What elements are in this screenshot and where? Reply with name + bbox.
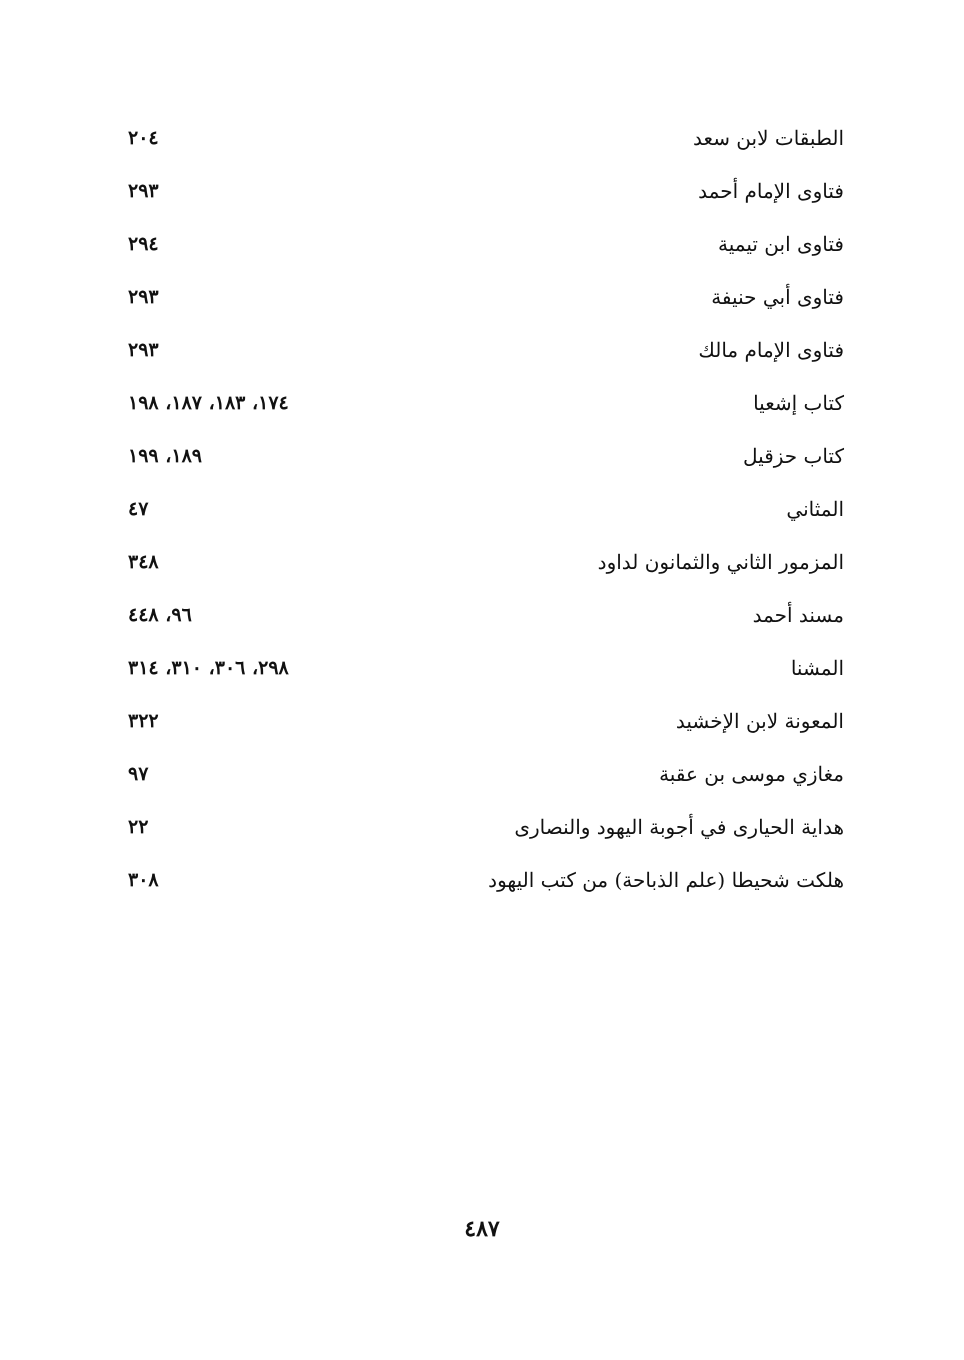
entry-title: المزمور الثاني والثمانون لداود — [597, 550, 844, 574]
entry-title: فتاوى الإمام أحمد — [698, 179, 844, 203]
entry-pages: ٣٠٨ — [128, 869, 159, 891]
entry-pages: ١٧٤، ١٨٣، ١٨٧، ١٩٨ — [128, 392, 289, 414]
entry-pages: ٢٩٤ — [128, 233, 159, 255]
entry-pages: ٢٩٣ — [128, 339, 159, 361]
index-entry — [128, 699, 844, 752]
index-entry — [128, 222, 844, 275]
entry-title: فتاوى ابن تيمية — [718, 232, 844, 256]
entry-title: مسند أحمد — [752, 603, 844, 627]
entry-pages: ١٨٩، ١٩٩ — [128, 445, 202, 467]
index-entry — [128, 381, 844, 434]
index-entry — [128, 858, 844, 911]
index-entry — [128, 487, 844, 540]
entry-pages: ٢٠٤ — [128, 127, 159, 149]
index-entry — [128, 328, 844, 381]
entry-title: المشنا — [790, 656, 844, 680]
index-entry — [128, 169, 844, 222]
entry-pages: ٩٦، ٤٤٨ — [128, 604, 192, 626]
index-entry — [128, 434, 844, 487]
index-entry — [128, 805, 844, 858]
index-entry — [128, 593, 844, 646]
index-entry — [128, 540, 844, 593]
entry-title: فتاوى الإمام مالك — [698, 338, 844, 362]
entry-title: الطبقات لابن سعد — [693, 126, 844, 150]
index-entry — [128, 752, 844, 805]
entry-pages: ٢٩٣ — [128, 180, 159, 202]
entry-pages: ٢٢ — [128, 816, 149, 838]
entry-pages: ٢٩٣ — [128, 286, 159, 308]
entry-pages: ٣٤٨ — [128, 551, 159, 573]
entry-title: مغازي موسى بن عقبة — [659, 762, 844, 786]
entry-title: كتاب إشعيا — [753, 391, 844, 415]
page-number: ٤٨٧ — [464, 1216, 500, 1242]
entry-title: المعونة لابن الإخشيد — [675, 709, 844, 733]
entry-pages: ٩٧ — [128, 763, 149, 785]
entry-title: المثاني — [786, 497, 844, 521]
entry-title: هلكت شحيطا (علم الذباحة) من كتب اليهود — [488, 868, 844, 892]
entry-title: فتاوى أبي حنيفة — [711, 285, 844, 309]
entry-pages: ٢٩٨، ٣٠٦، ٣١٠، ٣١٤ — [128, 657, 289, 679]
index-list — [128, 116, 844, 911]
entry-title: هداية الحيارى في أجوبة اليهود والنصارى — [514, 815, 844, 839]
index-entry — [128, 275, 844, 328]
entry-pages: ٣٢٢ — [128, 710, 159, 732]
entry-pages: ٤٧ — [128, 498, 149, 520]
index-entry — [128, 646, 844, 699]
index-entry — [128, 116, 844, 169]
entry-title: كتاب حزقيل — [743, 444, 844, 468]
